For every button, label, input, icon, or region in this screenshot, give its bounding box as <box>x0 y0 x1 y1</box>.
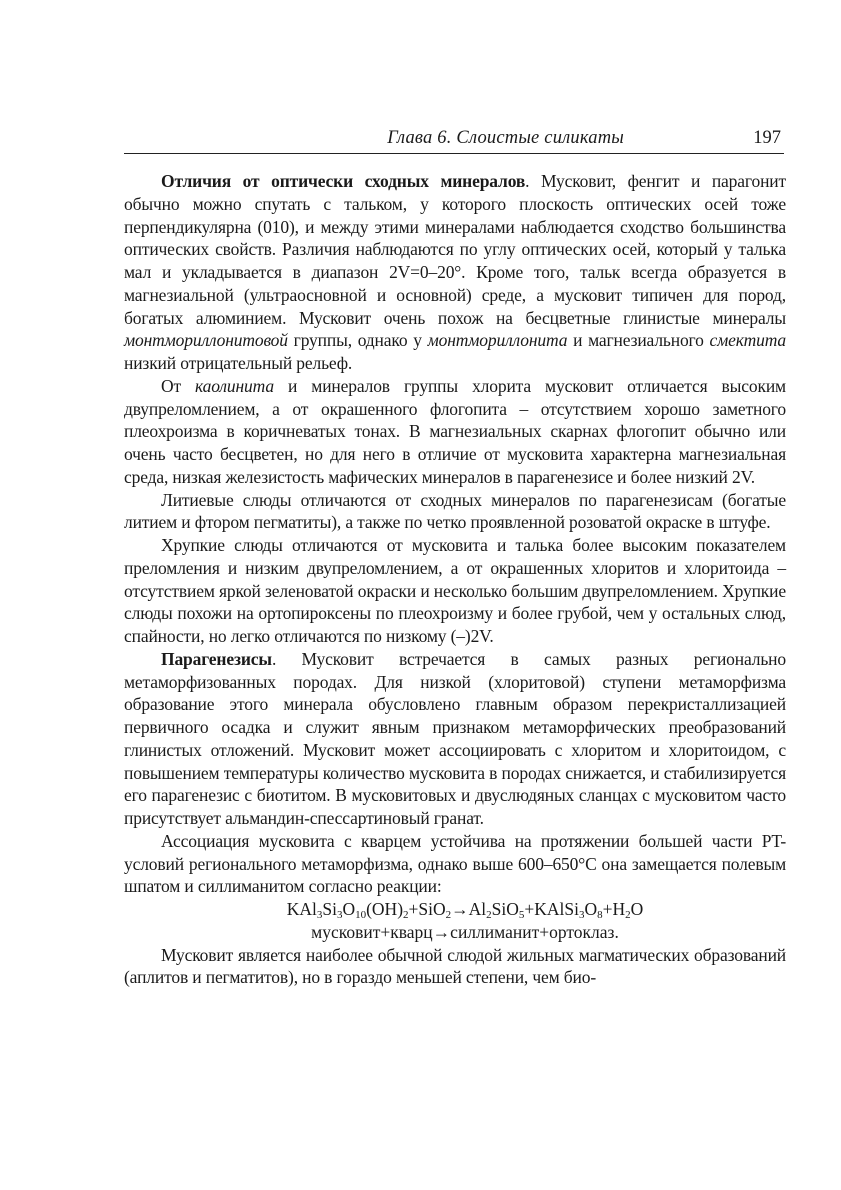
paragraph-kaolinite: От каолинита и минералов группы хлорита мусковит отличается высоким двупреломлением, а от окрашенного флогопита – отсутствием хорошо заметного плеохроизма в коричневатых тонах. В магнезиальных скарнах флогопит обычно или очень часто бесцветен, но для него в отличие от мусковита характерна магнезиальная среда, низкая железистость мафических минералов в парагенезисе и более низкий 2V. <box>124 375 786 487</box>
section-heading: Парагенезисы <box>161 648 272 669</box>
paragraph-parageneses: Парагенезисы. Мусковит встречается в самых разных регионально метаморфизованных породах. Для низкой (хлоритовой) ступени метаморфизма образование этого минерала обусловлено главным образом перекристаллизацией первичного осадка и служит явным признаком метаморфических преобразований глинистых отложений. Мусковит может ассоциировать с хлоритом и хлоритоидом, с повышением температуры количество мусковита в породах снижается, и стабилизируется его парагенезис с биотитом. В мусковитовых и двуслюдяных сланцах с мусковитом часто присутствует альмандин-спессартиновый гранат. <box>124 648 786 828</box>
paragraph-vein-micas: Мусковит является наиболее обычной слюдой жильных магматических образований (аплитов и пегматитов), но в гораздо меньшей степени, чем био- <box>124 944 786 988</box>
paragraph-brittle-micas: Хрупкие слюды отличаются от мусковита и талька более высоким показателем преломления и низким двупреломлением, а от окрашенных хлоритов и хлоритоида – отсутствием яркой зеленоватой окраски и несколько большим двупреломлением. Хрупкие слюды похожи на ортопироксены по плеохроизму и более грубой, чем у остальных слюд, спайности, но легко отличаются по низкому (–)2V. <box>124 535 786 646</box>
body-text <box>124 170 786 989</box>
reaction-formula: $KAl_3Si_3O_{10}(OH)_2+SiO_2\to Al_2SiO_5+KAlSi_3O_8+H_2O$ <box>286 899 644 921</box>
paragraph-quartz-association: Ассоциация мусковита с кварцем устойчива на протяжении большей части PT-условий регионального метаморфизма, однако выше 600–650°С она замещается полевым шпатом и силлиманитом согласно реакции: <box>124 830 786 897</box>
chapter-title: Глава 6. Слоистые силикаты <box>387 128 624 148</box>
paragraph-lithium-micas: Литиевые слюды отличаются от сходных минералов по парагенезисам (богатые литием и фтором пегматиты), а также по четко проявленной розоватой окраске в штуфе. <box>124 489 786 533</box>
paragraph-optical-differences: Отличия от оптически сходных минералов. Мусковит, фенгит и парагонит обычно можно спутать с тальком, у которого плоскость оптических осей тоже перпендикулярна (010), и между этими минералами наблюдается сходство большинства оптических свойств. Различия наблюдаются по углу оптических осей, который у талька мал и укладывается в диапазон 2V=0–20°. Кроме того, тальк всегда образуется в магнезиальной (ультраосновной и основной) среде, а мусковит типичен для пород, богатых алюминием. Мусковит очень похож на бесцветные глинистые минералы монтмориллонитовой группы, однако у монтмориллонита и магнезиального смектита низкий отрицательный рельеф. <box>124 171 787 373</box>
page-number: 197 <box>753 128 781 148</box>
section-heading: Отличия от оптически сходных минералов <box>161 171 526 191</box>
running-header <box>124 127 784 154</box>
reaction-caption: мусковит+кварц→силлиманит+ортоклаз. <box>311 921 619 942</box>
